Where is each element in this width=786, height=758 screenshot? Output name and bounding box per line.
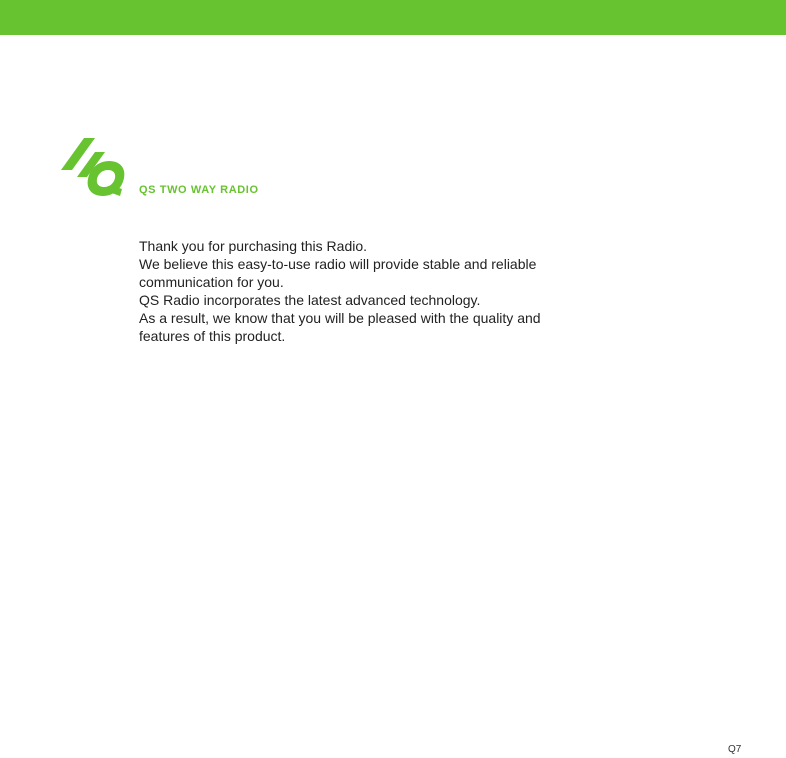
intro-line: communication for you.: [139, 274, 284, 290]
page-number: Q7: [728, 744, 742, 755]
intro-line: We believe this easy-to-use radio will provide stable and reliable: [139, 256, 537, 272]
brand-title: QS TWO WAY RADIO: [139, 184, 259, 196]
intro-line: Thank you for purchasing this Radio.: [139, 238, 368, 254]
header-bar: [0, 0, 786, 35]
qs-radio-waves-logo-icon: [58, 134, 130, 200]
intro-line: features of this product.: [139, 328, 286, 344]
intro-paragraph: [139, 237, 659, 345]
intro-line: QS Radio incorporates the latest advanced technology.: [139, 292, 481, 308]
intro-line: As a result, we know that you will be pleased with the quality and: [139, 310, 541, 326]
